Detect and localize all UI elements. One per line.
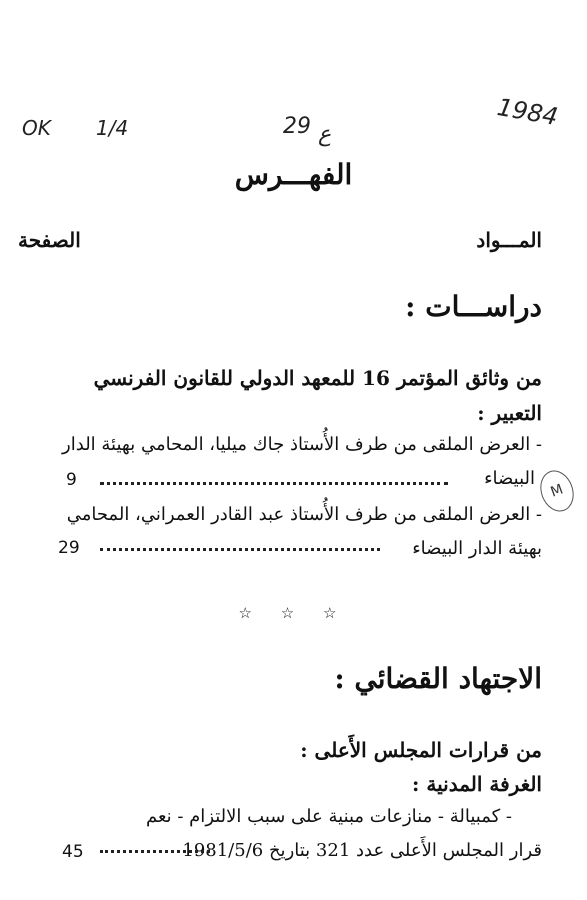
handwritten-year: 1984 (495, 92, 561, 132)
section-subheading: من وثائق المؤتمر 16 للمعهد الدولي للقانون الفرنسي (93, 366, 542, 390)
entry-line: بهيئة الدار البيضاء (412, 538, 542, 559)
section-subheading: من قرارات المجلس الأَعلى : (300, 738, 542, 762)
entry-line: قرار المجلس الأَعلى عدد 321 بتاريخ 1981/5/6 (182, 840, 542, 861)
handwritten-fraction: 1/4 (96, 116, 129, 140)
section-heading-jurisprudence: الاجتهاد القضائي : (334, 662, 542, 695)
page-number: 29 (58, 538, 80, 558)
entry-line: - العرض الملقى من طرف الأُستاذ عبد القادر العمراني، المحامي (66, 504, 542, 525)
entry-line: البيضاء (484, 468, 535, 489)
page-number: 9 (66, 470, 77, 490)
handwritten-circled-mark: M (535, 466, 579, 516)
star-separator: ☆ ☆ ☆ (238, 604, 349, 622)
dot-leader (100, 478, 448, 485)
handwritten-ok: OK (22, 116, 51, 140)
handwritten-number: 29 (283, 114, 311, 139)
dot-leader (100, 846, 210, 853)
entry-line: - كمبيالة - منازعات مبنية على سبب الالتزام - نعم (145, 806, 512, 827)
section-heading-studies: دراســـات : (405, 290, 542, 323)
column-heading-page: الصفحة (18, 228, 81, 252)
dot-leader (100, 544, 380, 551)
page-number: 45 (62, 842, 84, 862)
page-title: الفهـــرس (234, 158, 353, 191)
section-label: التعبير : (477, 401, 542, 425)
entry-line: - العرض الملقى من طرف الأُستاذ جاك ميليا، المحامي بهيئة الدار (62, 434, 542, 455)
section-label: الغرفة المدنية : (412, 772, 542, 796)
column-heading-items: المـــواد (476, 228, 542, 252)
handwritten-letter: ع (318, 122, 332, 147)
